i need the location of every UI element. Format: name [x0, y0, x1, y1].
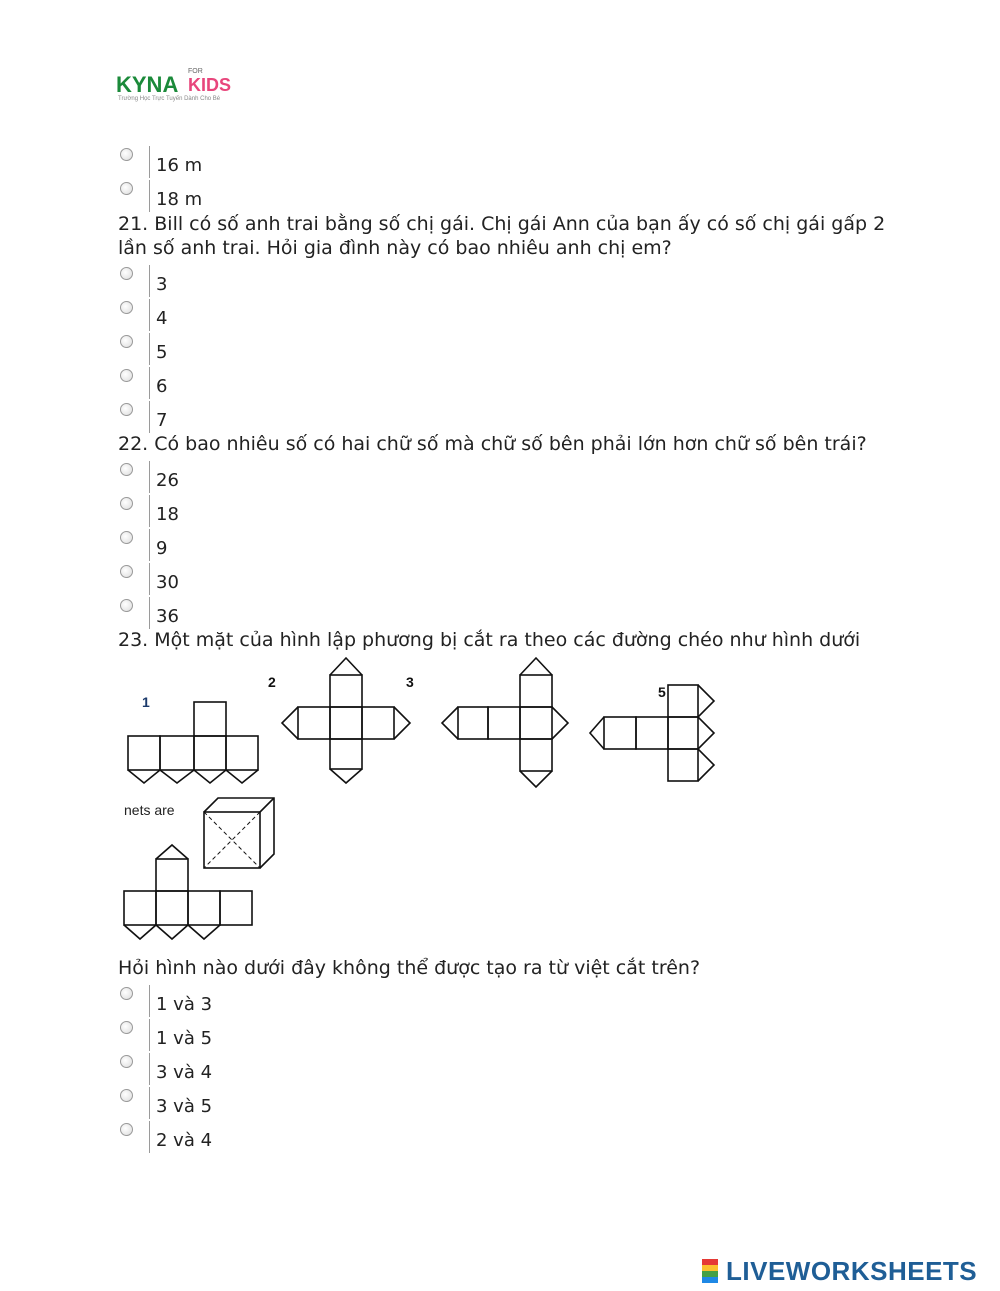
q21-option-3[interactable] [118, 333, 518, 365]
radio-button-icon[interactable] [120, 267, 133, 280]
option-label: 30 [156, 572, 179, 593]
option-label: 26 [156, 470, 179, 491]
net-1-shape [128, 702, 258, 783]
option-label: 2 và 4 [156, 1130, 213, 1151]
option-label: 7 [156, 410, 168, 431]
logo-kyna-text: KYNA [116, 72, 179, 97]
option-label: 1 và 5 [156, 1028, 213, 1049]
option-separator [149, 495, 150, 527]
radio-button-icon[interactable] [120, 1055, 133, 1068]
net-bottom-shape [124, 845, 252, 939]
option-label: 18 m [156, 189, 203, 210]
option-label: 18 [156, 504, 179, 525]
option-separator [149, 1087, 150, 1119]
q22-option-5[interactable] [118, 597, 518, 629]
nets-are-label: nets are [124, 802, 175, 818]
liveworksheets-brand-text: LIVEWORKSHEETS [726, 1256, 978, 1286]
logo-for-text: FOR [188, 68, 203, 75]
prev-option-2[interactable] [118, 180, 518, 212]
radio-button-icon[interactable] [120, 369, 133, 382]
q21-option-4[interactable] [118, 367, 518, 399]
cube-nets-svg [118, 655, 758, 945]
net-label-2: 2 [268, 674, 276, 690]
option-separator [149, 529, 150, 561]
prev-option-1[interactable] [118, 146, 518, 178]
option-separator [149, 597, 150, 629]
option-label: 3 [156, 274, 168, 295]
radio-button-icon[interactable] [120, 1123, 133, 1136]
q21-option-1[interactable] [118, 265, 518, 297]
q23-option-2[interactable] [118, 1019, 518, 1051]
option-separator [149, 180, 150, 212]
kyna-kids-logo [116, 68, 246, 108]
option-separator [149, 146, 150, 178]
q21-option-2[interactable] [118, 299, 518, 331]
net-2-shape [282, 658, 410, 783]
option-separator [149, 299, 150, 331]
question-21-line-2: lần số anh trai. Hỏi gia đình này có bao nhiêu anh chị em? [118, 237, 672, 259]
question-21-line-1: 21. Bill có số anh trai bằng số chị gái. Chị gái Ann của bạn ấy có số chị gái gấp 2 [118, 213, 886, 235]
option-label: 1 và 3 [156, 994, 213, 1015]
option-separator [149, 367, 150, 399]
option-separator [149, 265, 150, 297]
radio-button-icon[interactable] [120, 531, 133, 544]
option-separator [149, 563, 150, 595]
option-label: 16 m [156, 155, 203, 176]
q23-option-4[interactable] [118, 1087, 518, 1119]
radio-button-icon[interactable] [120, 1089, 133, 1102]
net-5-shape [590, 685, 714, 781]
radio-button-icon[interactable] [120, 463, 133, 476]
liveworksheets-blocks-icon [698, 1259, 720, 1283]
option-label: 36 [156, 606, 179, 627]
option-label: 4 [156, 308, 168, 329]
logo-kids-text: KIDS [188, 75, 232, 95]
question-22: 22. Có bao nhiêu số có hai chữ số mà chữ số bên phải lớn hơn chữ số bên trái? [118, 433, 867, 455]
radio-button-icon[interactable] [120, 182, 133, 195]
question-23-prompt: Hỏi hình nào dưới đây không thể được tạo ra từ việt cắt trên? [118, 957, 701, 979]
q22-option-1[interactable] [118, 461, 518, 493]
q21-option-5[interactable] [118, 401, 518, 433]
option-separator [149, 461, 150, 493]
option-separator [149, 1019, 150, 1051]
question-23: 23. Một mặt của hình lập phương bị cắt ra theo các đường chéo như hình dưới [118, 629, 861, 651]
net-label-3: 3 [406, 674, 414, 690]
option-label: 9 [156, 538, 168, 559]
cube-with-diagonals [204, 798, 274, 868]
radio-button-icon[interactable] [120, 497, 133, 510]
option-label: 3 và 5 [156, 1096, 213, 1117]
q23-option-3[interactable] [118, 1053, 518, 1085]
radio-button-icon[interactable] [120, 335, 133, 348]
q22-option-4[interactable] [118, 563, 518, 595]
net-3-shape [442, 658, 568, 787]
cube-nets-figure [118, 655, 758, 949]
q22-option-3[interactable] [118, 529, 518, 561]
radio-button-icon[interactable] [120, 565, 133, 578]
q23-option-5[interactable] [118, 1121, 518, 1153]
radio-button-icon[interactable] [120, 301, 133, 314]
net-label-1: 1 [142, 694, 150, 710]
radio-button-icon[interactable] [120, 148, 133, 161]
liveworksheets-logo [698, 1256, 998, 1288]
radio-button-icon[interactable] [120, 403, 133, 416]
option-separator [149, 401, 150, 433]
option-separator [149, 985, 150, 1017]
radio-button-icon[interactable] [120, 987, 133, 1000]
option-label: 5 [156, 342, 168, 363]
q22-option-2[interactable] [118, 495, 518, 527]
option-label: 6 [156, 376, 168, 397]
logo-tagline: Trường Học Trực Tuyến Dành Cho Bé [118, 96, 221, 102]
net-label-5: 5 [658, 684, 666, 700]
q23-option-1[interactable] [118, 985, 518, 1017]
option-separator [149, 333, 150, 365]
option-label: 3 và 4 [156, 1062, 213, 1083]
option-separator [149, 1121, 150, 1153]
radio-button-icon[interactable] [120, 1021, 133, 1034]
option-separator [149, 1053, 150, 1085]
radio-button-icon[interactable] [120, 599, 133, 612]
